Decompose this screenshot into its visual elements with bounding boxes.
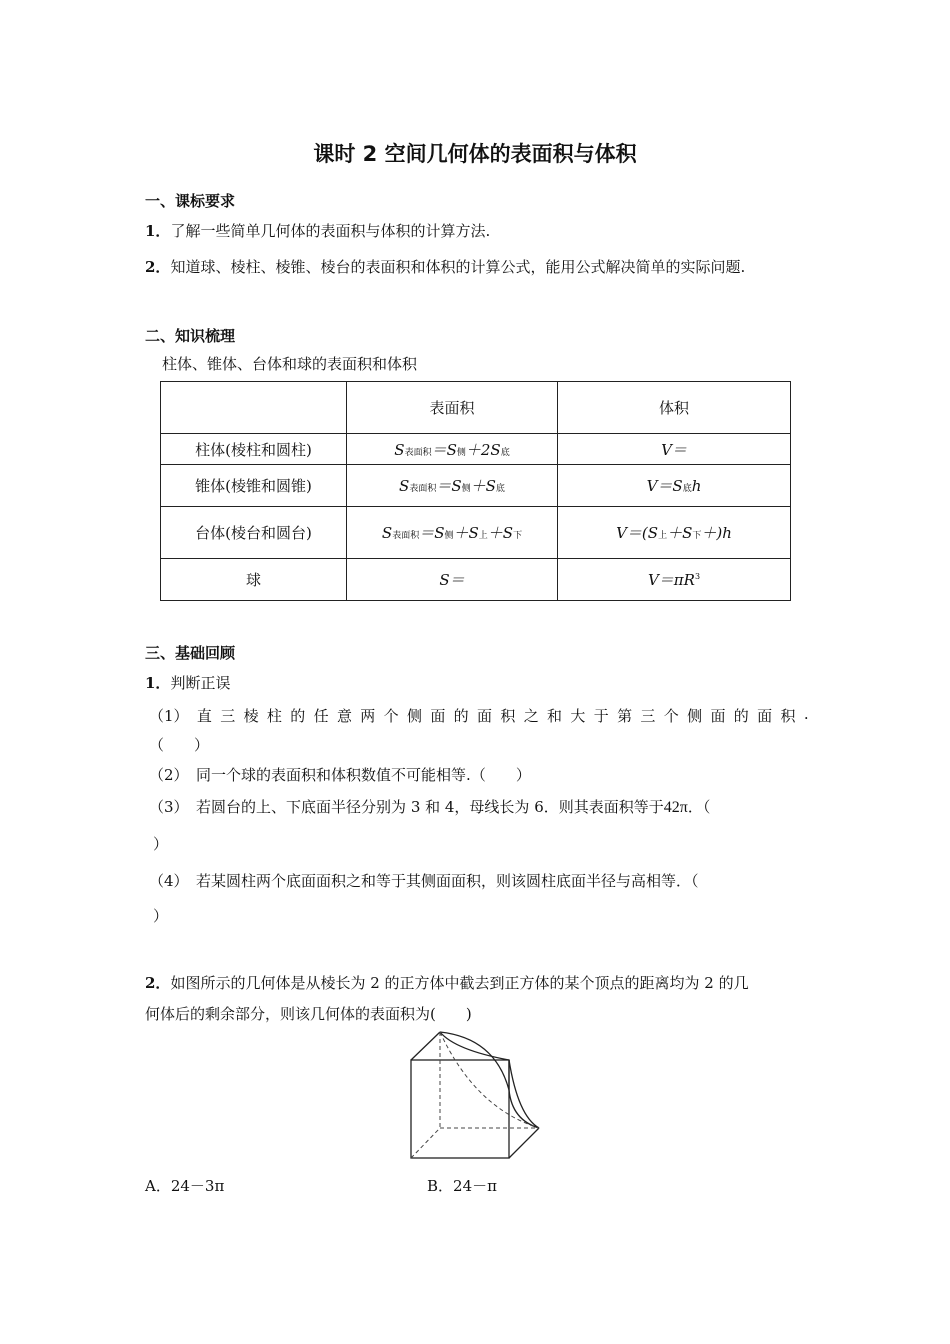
statement-1-char: 棱 [243, 707, 259, 725]
hidden-arc [440, 1032, 539, 1128]
requirement-2: 2．知道球、棱柱、棱锥、棱台的表面积和体积的计算公式，能用公式解决简单的实际问题. [145, 258, 746, 276]
row-name: 台体(棱台和圆台) [161, 507, 347, 559]
statement-1-char: 个 [383, 707, 399, 725]
statement-3-close: ） [153, 835, 169, 853]
row-name: 球 [161, 559, 347, 601]
statement-1-char: 之 [523, 707, 539, 725]
cube-figure [400, 1028, 550, 1166]
requirement-1: 1．了解一些简单几何体的表面积与体积的计算方法. [145, 222, 491, 240]
statement-1-char: 于 [593, 707, 609, 725]
volume-formula: V＝S底h [558, 465, 791, 507]
statement-1-char: 积 [500, 707, 516, 725]
statement-1-char: 两 [360, 707, 376, 725]
statement-1-char: 个 [663, 707, 679, 725]
option-b: B．24－π [427, 1177, 497, 1195]
cube-front-face [411, 1060, 509, 1158]
cube-edge [411, 1032, 440, 1060]
statement-1-char: 三 [640, 707, 656, 725]
statement-1-char: 面 [477, 707, 493, 725]
statement-2: （2） 同一个球的表面积和体积数值不可能相等.（ ） [149, 766, 531, 784]
statement-1-char: 的 [290, 707, 306, 725]
statement-1-char: 侧 [406, 707, 422, 725]
statement-1-paren: （ ） [149, 736, 210, 754]
statement-1-char: （1） [149, 707, 189, 725]
header-area: 表面积 [347, 382, 558, 434]
statement-1-char: 的 [733, 707, 749, 725]
statement-1-char: 柱 [266, 707, 282, 725]
formula-table [160, 381, 791, 601]
question-2-line-2: 何体后的剩余部分，则该几何体的表面积为( ) [145, 1005, 472, 1023]
table-intro: 柱体、锥体、台体和球的表面积和体积 [162, 355, 418, 373]
area-formula: S表面积＝S侧＋2S底 [347, 434, 558, 465]
header-empty [161, 382, 347, 434]
table-row [161, 559, 791, 601]
statement-1-char: . [803, 705, 809, 723]
page-title: 课时 2 空间几何体的表面积与体积 [313, 142, 637, 166]
statement-4-close: ） [153, 907, 169, 925]
statement-1-char: 三 [220, 707, 236, 725]
section-3-heading: 三、基础回顾 [145, 644, 236, 662]
table-row [161, 507, 791, 559]
cut-arc-top [440, 1032, 509, 1060]
cut-arc-front [509, 1060, 539, 1128]
table-row [161, 434, 791, 465]
cube-edge [509, 1128, 539, 1158]
statement-1-char: 直 [196, 707, 212, 725]
statement-1-char: 任 [313, 707, 329, 725]
area-formula: S表面积＝S侧＋S底 [347, 465, 558, 507]
statement-4: （4） 若某圆柱两个底面面积之和等于其侧面面积，则该圆柱底面半径与高相等．（ [149, 872, 699, 890]
question-2-line-1: 2．如图所示的几何体是从棱长为 2 的正方体中截去到正方体的某个顶点的距离均为 2 的几 [145, 974, 749, 992]
hidden-edge [411, 1128, 440, 1158]
header-volume: 体积 [558, 382, 791, 434]
statement-1-char: 的 [453, 707, 469, 725]
statement-1 [149, 705, 809, 726]
area-formula: S表面积＝S侧＋S上＋S下 [347, 507, 558, 559]
row-name: 锥体(棱锥和圆锥) [161, 465, 347, 507]
table-row [161, 465, 791, 507]
option-a: A．24－3π [145, 1177, 225, 1195]
statement-1-char: 面 [430, 707, 446, 725]
statement-1-char: 面 [710, 707, 726, 725]
volume-formula: V＝ [558, 434, 791, 465]
section-1-heading: 一、课标要求 [145, 192, 236, 210]
statement-3: （3） 若圆台的上、下底面半径分别为 3 和 4，母线长为 6．则其表面积等于42π．（ [149, 798, 711, 816]
volume-formula: V＝(S上＋S下＋)h [558, 507, 791, 559]
statement-1-char: 积 [780, 707, 796, 725]
volume-formula: $V=\pi R^3$ [558, 559, 791, 601]
statement-1-char: 和 [547, 707, 563, 725]
statement-1-char: 面 [757, 707, 773, 725]
statement-1-char: 侧 [687, 707, 703, 725]
statement-1-char: 意 [336, 707, 352, 725]
section-2-heading: 二、知识梳理 [145, 327, 236, 345]
statement-1-char: 大 [570, 707, 586, 725]
row-name: 柱体(棱柱和圆柱) [161, 434, 347, 465]
statement-1-char: 第 [617, 707, 633, 725]
area-formula: S＝ [347, 559, 558, 601]
question-1: 1．判断正误 [145, 674, 231, 692]
